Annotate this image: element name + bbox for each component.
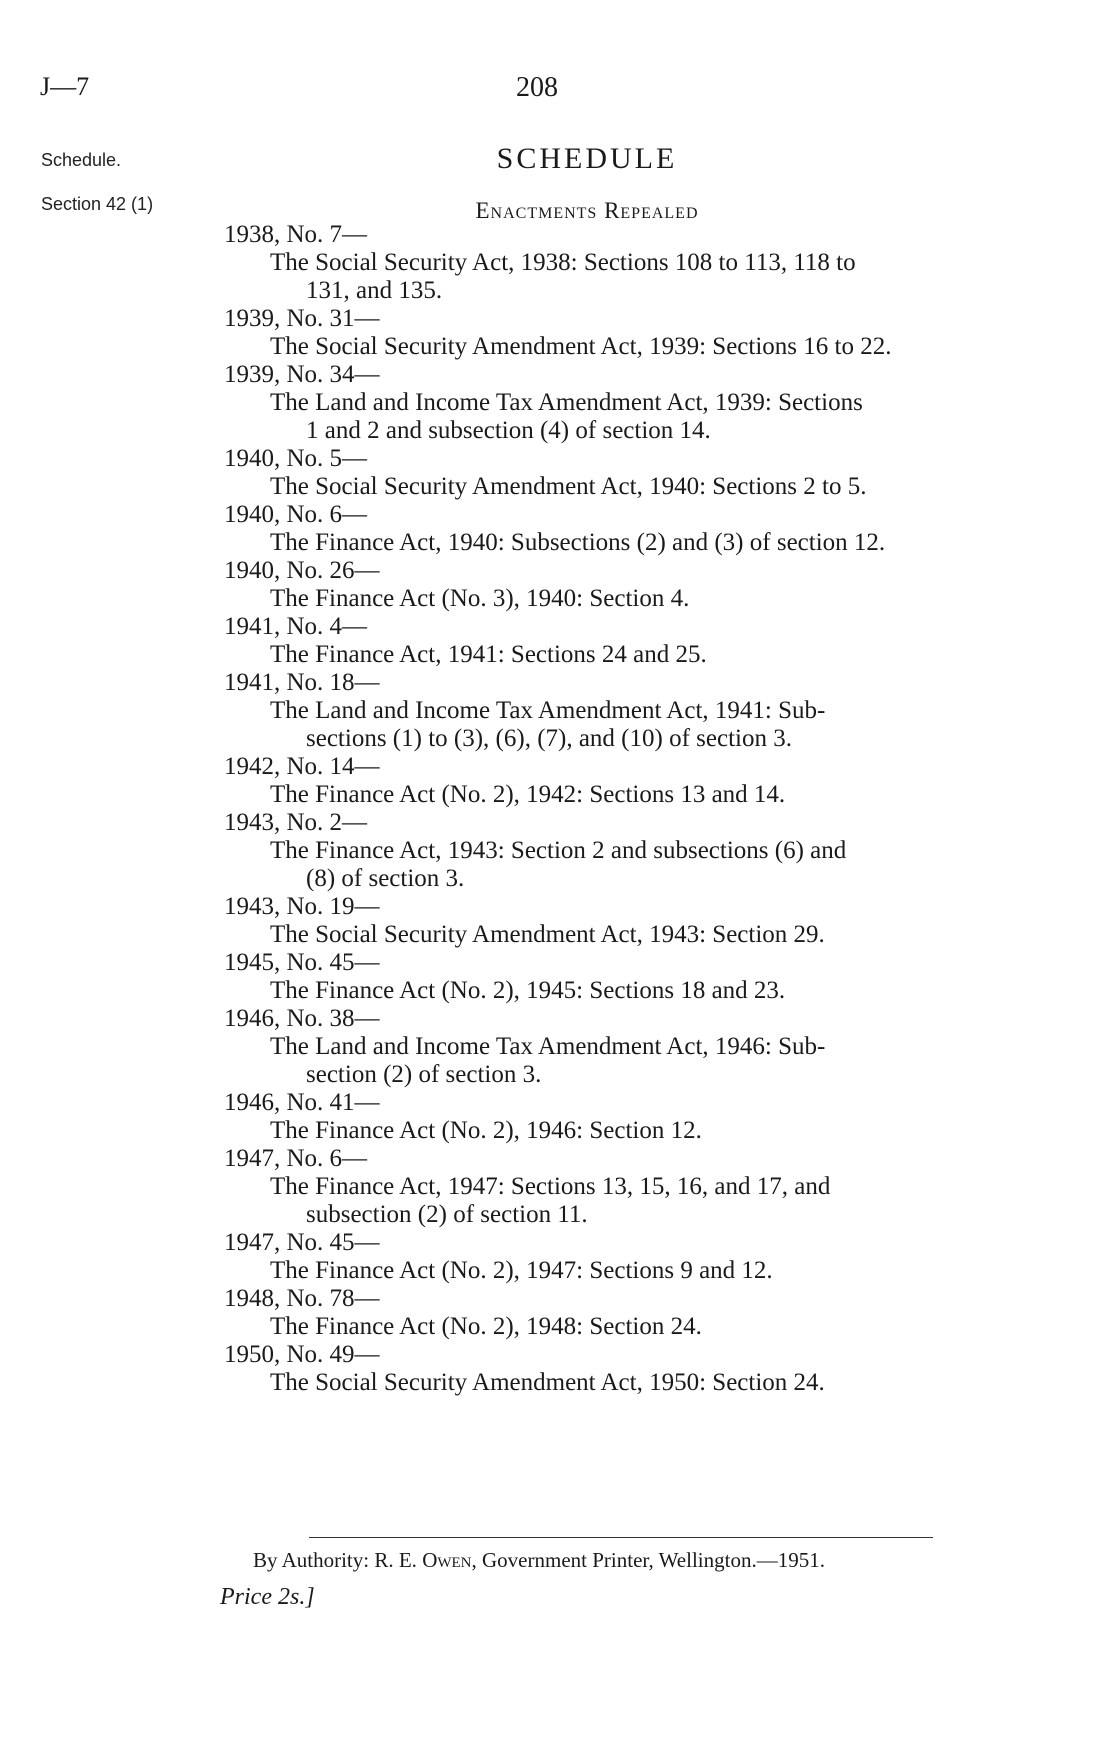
price-label: Price: [220, 1584, 272, 1610]
printer-name: Owen: [422, 1548, 472, 1572]
enactment-text: [224, 529, 1034, 557]
enactment-text-line: The Social Security Amendment Act, 1939: Sections 16 to 22.: [270, 333, 892, 360]
enactment-text-line: The Land and Income Tax Amendment Act, 1939: Sections: [270, 389, 863, 416]
enactment-year: 1940, No. 5—: [224, 445, 368, 472]
enactment-year: 1939, No. 34—: [224, 361, 380, 388]
enactment-text: [224, 249, 1034, 305]
enactment-text-continuation: 1 and 2 and subsection (4) of section 14.: [306, 417, 711, 444]
enactment-text-line: The Finance Act, 1947: Sections 13, 15, 16, and 17, and: [270, 1173, 831, 1200]
enactment-text-line: The Finance Act, 1943: Section 2 and subsections (6) and: [270, 837, 847, 864]
enactment-text: [224, 389, 1034, 445]
enactment-entry: [224, 1229, 1034, 1285]
enactment-text: [224, 781, 1034, 809]
enactment-entry: [224, 305, 1034, 361]
enactment-entry: [224, 221, 1034, 305]
enactment-year: 1942, No. 14—: [224, 753, 380, 780]
price-line: [220, 1584, 315, 1611]
enactment-entry: [224, 1145, 1034, 1229]
enactment-text: [224, 333, 1034, 361]
enactment-entry: [224, 809, 1034, 893]
enactment-text: [224, 1173, 1034, 1229]
enactment-entry: [224, 1089, 1034, 1145]
enactment-year: 1947, No. 6—: [224, 1145, 368, 1172]
page-number: 208: [516, 72, 558, 103]
enactment-text-continuation: sections (1) to (3), (6), (7), and (10) of section 3.: [306, 725, 792, 752]
enactment-entry: [224, 1341, 1034, 1397]
enactment-text: [224, 837, 1034, 893]
enactment-text-line: The Social Security Amendment Act, 1940: Sections 2 to 5.: [270, 473, 867, 500]
enactment-text-line: The Finance Act (No. 2), 1948: Section 24.: [270, 1313, 702, 1340]
enactment-year: 1943, No. 2—: [224, 809, 368, 836]
enactment-text: [224, 1257, 1034, 1285]
enactment-entry: [224, 753, 1034, 809]
enactment-text-line: The Finance Act (No. 3), 1940: Section 4.: [270, 585, 690, 612]
enactment-year: 1940, No. 6—: [224, 501, 368, 528]
enactment-text: [224, 641, 1034, 669]
enactment-text-line: The Social Security Amendment Act, 1943: Section 29.: [270, 921, 825, 948]
enactment-year: 1946, No. 41—: [224, 1089, 380, 1116]
enactment-year: 1946, No. 38—: [224, 1005, 380, 1032]
enactment-entry: [224, 669, 1034, 753]
enactment-entry: [224, 893, 1034, 949]
schedule-title: SCHEDULE: [496, 142, 678, 175]
enactment-entry: [224, 949, 1034, 1005]
enactment-text: [224, 1033, 1034, 1089]
enactment-year: 1938, No. 7—: [224, 221, 368, 248]
enactment-text: [224, 1117, 1034, 1145]
enactment-text: [224, 977, 1034, 1005]
enactment-text: [224, 1369, 1034, 1397]
footer-rule: [309, 1537, 933, 1538]
margin-note-section: Section 42 (1): [41, 194, 154, 214]
price-value: 2s.]: [277, 1584, 315, 1610]
enactment-text-line: The Finance Act (No. 2), 1947: Sections 9 and 12.: [270, 1257, 773, 1284]
enactment-text-line: The Finance Act, 1941: Sections 24 and 25.: [270, 641, 707, 668]
enactment-text-line: The Finance Act (No. 2), 1942: Sections 13 and 14.: [270, 781, 786, 808]
enactment-text-line: The Social Security Act, 1938: Sections 108 to 113, 118 to: [270, 249, 856, 276]
authority-suffix: , Government Printer, Wellington.—1951.: [471, 1548, 825, 1572]
enactment-text: [224, 697, 1034, 753]
enactment-year: 1939, No. 31—: [224, 305, 380, 332]
enactment-year: 1950, No. 49—: [224, 1341, 380, 1368]
enactment-text: [224, 1313, 1034, 1341]
enactment-text: [224, 585, 1034, 613]
enactment-entry: [224, 361, 1034, 445]
enactment-text: [224, 473, 1034, 501]
enactment-text-line: The Finance Act (No. 2), 1946: Section 12.: [270, 1117, 702, 1144]
enactment-text-continuation: section (2) of section 3.: [306, 1061, 542, 1088]
authority-line: [253, 1548, 825, 1573]
enactment-entry: [224, 1285, 1034, 1341]
enactment-year: 1941, No. 4—: [224, 613, 368, 640]
enactment-text-continuation: (8) of section 3.: [306, 865, 465, 892]
enactment-entry: [224, 445, 1034, 501]
enactment-text-continuation: subsection (2) of section 11.: [306, 1201, 588, 1228]
enactment-year: 1945, No. 45—: [224, 949, 380, 976]
enactments-list: [224, 221, 1034, 1397]
margin-note-schedule: Schedule.: [41, 150, 122, 170]
enactment-text-continuation: 131, and 135.: [306, 277, 443, 304]
enactment-year: 1940, No. 26—: [224, 557, 380, 584]
enactment-year: 1947, No. 45—: [224, 1229, 380, 1256]
enactment-text-line: The Finance Act, 1940: Subsections (2) and (3) of section 12.: [270, 529, 886, 556]
enactment-entry: [224, 557, 1034, 613]
schedule-subtitle: Enactments Repealed: [475, 198, 699, 223]
enactment-entry: [224, 1005, 1034, 1089]
enactment-entry: [224, 501, 1034, 557]
enactment-text-line: The Social Security Amendment Act, 1950: Section 24.: [270, 1369, 825, 1396]
enactment-entry: [224, 613, 1034, 669]
page-reference: J—7: [40, 72, 90, 101]
authority-prefix: By Authority: R. E.: [253, 1548, 417, 1572]
enactment-text-line: The Land and Income Tax Amendment Act, 1946: Sub-: [270, 1033, 826, 1060]
enactment-year: 1941, No. 18—: [224, 669, 380, 696]
enactment-text: [224, 921, 1034, 949]
enactment-text-line: The Land and Income Tax Amendment Act, 1941: Sub-: [270, 697, 826, 724]
enactment-year: 1948, No. 78—: [224, 1285, 380, 1312]
enactment-year: 1943, No. 19—: [224, 893, 380, 920]
enactment-text-line: The Finance Act (No. 2), 1945: Sections 18 and 23.: [270, 977, 786, 1004]
